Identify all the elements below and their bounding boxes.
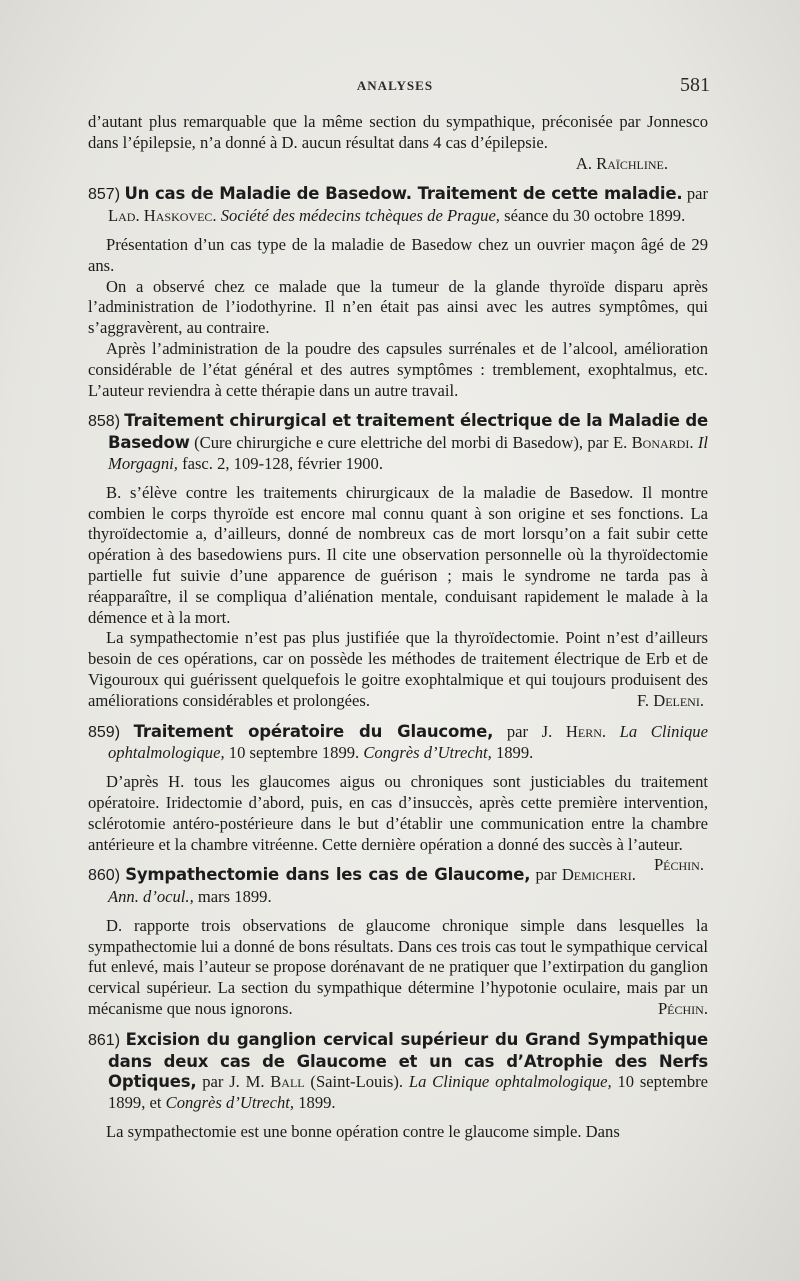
entry-861-meta: 10 septembre 1899, et [108,1072,709,1113]
entry-860-author: Demicheri. [561,865,636,885]
entry-861-paragraph-1: La sympathectomie est une bonne opération contre le glaucome simple. Dans [106,1122,620,1142]
page-header [80,74,710,100]
intro-signature: A. Raïchline. [575,153,668,173]
entry-857-author: Lad. Haskovec. [108,206,217,226]
entry-857-title: Un cas de Maladie de Basedow. Traitement de cette maladie. [124,184,683,204]
entry-860-meta: mars 1899. [197,887,272,907]
entry-859-meta-2: 1899. [495,743,534,763]
entry-857-meta: séance du 30 octobre 1899. [504,206,686,226]
entry-857-source: Société des médecins tchèques de Prague, [220,206,500,226]
page-content [88,112,708,1143]
entry-861-meta-2: 1899. [298,1093,336,1113]
entry-857-paragraph-1: Présentation d’un cas type de la maladie de Basedow chez un ouvrier maçon âgé de 29 ans. [88,234,708,275]
entry-857-paragraph-3: Après l’administration de la poudre des capsules surrénales et de l’alcool, amélioration considérable de l’état général et des autres symptômes : tremblement, exophtalmus, etc. L’auteur reviendra à cette thérapie dans un autre travail. [88,338,708,400]
entry-857-number: 857) [88,186,121,204]
entry-858 [88,411,708,711]
entry-859-signature: Péchin. [653,855,704,875]
entry-861-heading [88,1030,708,1114]
entry-860-heading [88,865,708,908]
entry-860 [88,865,708,1020]
entry-857 [88,184,708,401]
entry-859-author: J. Hern. [541,721,607,741]
entry-858-title: Traitement chirurgical et traitement électrique de la Maladie de Basedow [108,411,708,453]
entry-860-by: par [535,865,557,885]
entry-858-paragraph-2 [88,628,708,711]
entry-861-author: J. M. Ball [229,1072,305,1092]
entry-860-number: 860) [88,867,121,885]
entry-861 [88,1030,708,1143]
page-number: 581 [680,74,710,96]
entry-859-meta: 10 septembre 1899. [228,743,360,763]
entry-861-title: Excision du ganglion cervical supérieur du Grand Sympathique dans deux cas de Glaucome et un cas d’Atrophie des Nerfs Optiques, [108,1029,708,1092]
entry-858-number: 858) [88,413,121,431]
entry-861-by: par [202,1072,224,1092]
entry-857-paragraph-2: On a observé chez ce malade que la tumeur de la glande thyroïde disparu après l’administration de l’iodothyrine. Il n’en était pas ainsi avec les autres symptômes, qui s’aggravèrent, au contraire. [88,276,708,338]
entry-857-by: par [686,184,709,204]
entry-860-title: Sympathectomie dans les cas de Glaucome, [125,865,531,885]
entry-857-heading [88,184,708,227]
entry-860-source: Ann. d’ocul., [108,887,194,907]
entry-858-signature: F. Deleni. [637,690,704,710]
entry-859-number: 859) [88,723,121,741]
entry-858-author: E. Bonardi. [612,433,694,453]
entry-861-source: La Clinique ophtalmologique, [408,1072,612,1092]
running-title: ANALYSES [356,78,434,93]
entry-859-title: Traitement opératoire du Glaucome, [133,721,494,741]
entry-861-place: (Saint-Louis). [310,1072,404,1092]
entry-860-signature: Péchin. [657,999,708,1019]
entry-861-number: 861) [88,1031,121,1049]
entry-861-source-2: Congrès d’Utrecht, [165,1093,295,1113]
entry-858-paragraph-1: B. s’élève contre les traitements chirurgicaux de la maladie de Basedow. Il montre combien le corps thyroïde est encore mal connu quant à son origine et ses fonctions. La thyroïdectomie a, d’ailleurs, donné de nombreux cas de mort lorsqu’on a fait subir cette opération à des basedowiens purs. Il cite une observation personnelle où la thyroïdectomie partielle fut suivie d’une apparence de guérison ; mais le syndrome ne tarda pas à réapparaître, il se compliqua d’aliénation mentale, conduisant rapidement le malade à la démence et à la mort. [88,482,708,627]
entry-859-by: par [506,721,529,741]
entry-858-source: Il Morgagni, [108,433,708,473]
entry-859-paragraph-1-text: D’après H. tous les glaucomes aigus ou chroniques sont justiciables du traitement opératoire. Iridectomie d’abord, puis, en cas d’insuccès, après cette première intervention, sclérotomie antéro-postérieure dans le but d’établir une communication entre la chambre antérieure et la chambre vitréenne. Cette dernière opération a donné des succès à l’auteur. [88,772,708,854]
entry-860-paragraph-1-text: D. rapporte trois observations de glaucome chronique simple dans lesquelles la sympathectomie lui a donné de bons résultats. Dans ces trois cas tout le sympathique cervical fut enlevé, mais l’auteur se propose dorénavant de ne pratiquer que l’extirpation du ganglion cervical supérieur. La section du sympathique détermine l’hypotonie oculaire, mais par un mécanisme que nous ignorons. [88,915,708,1019]
entry-859-source: La Clinique ophtalmologique, [108,721,708,763]
entry-858-paragraph-2-text: La sympathectomie n’est pas plus justifiée que la thyroïdectomie. Point n’est d’ailleurs besoin de ces opérations, car on possède les méthodes de traitement électrique de Erb et de Vigouroux qui guérissent quelquefois le goitre exophtalmique et qui toujours produisent des améliorations considérables et prolongées. [88,628,708,710]
entry-858-meta-pre: (Cure chirurgiche e cure elettriche del morbi di Basedow), par [194,433,609,453]
intro-paragraph: d’autant plus remarquable que la même section du sympathique, préconisée par Jonnesco dans l’épilepsie, n’a donné à D. aucun résultat dans 4 cas d’épilepsie. [88,112,708,152]
entry-859-source-2: Congrès d’Utrecht, [363,743,492,763]
entry-858-meta: fasc. 2, 109-128, février 1900. [182,453,383,473]
entry-860-paragraph-1 [88,916,708,1020]
entry-859-heading [88,722,708,765]
entry-858-heading [88,411,708,474]
